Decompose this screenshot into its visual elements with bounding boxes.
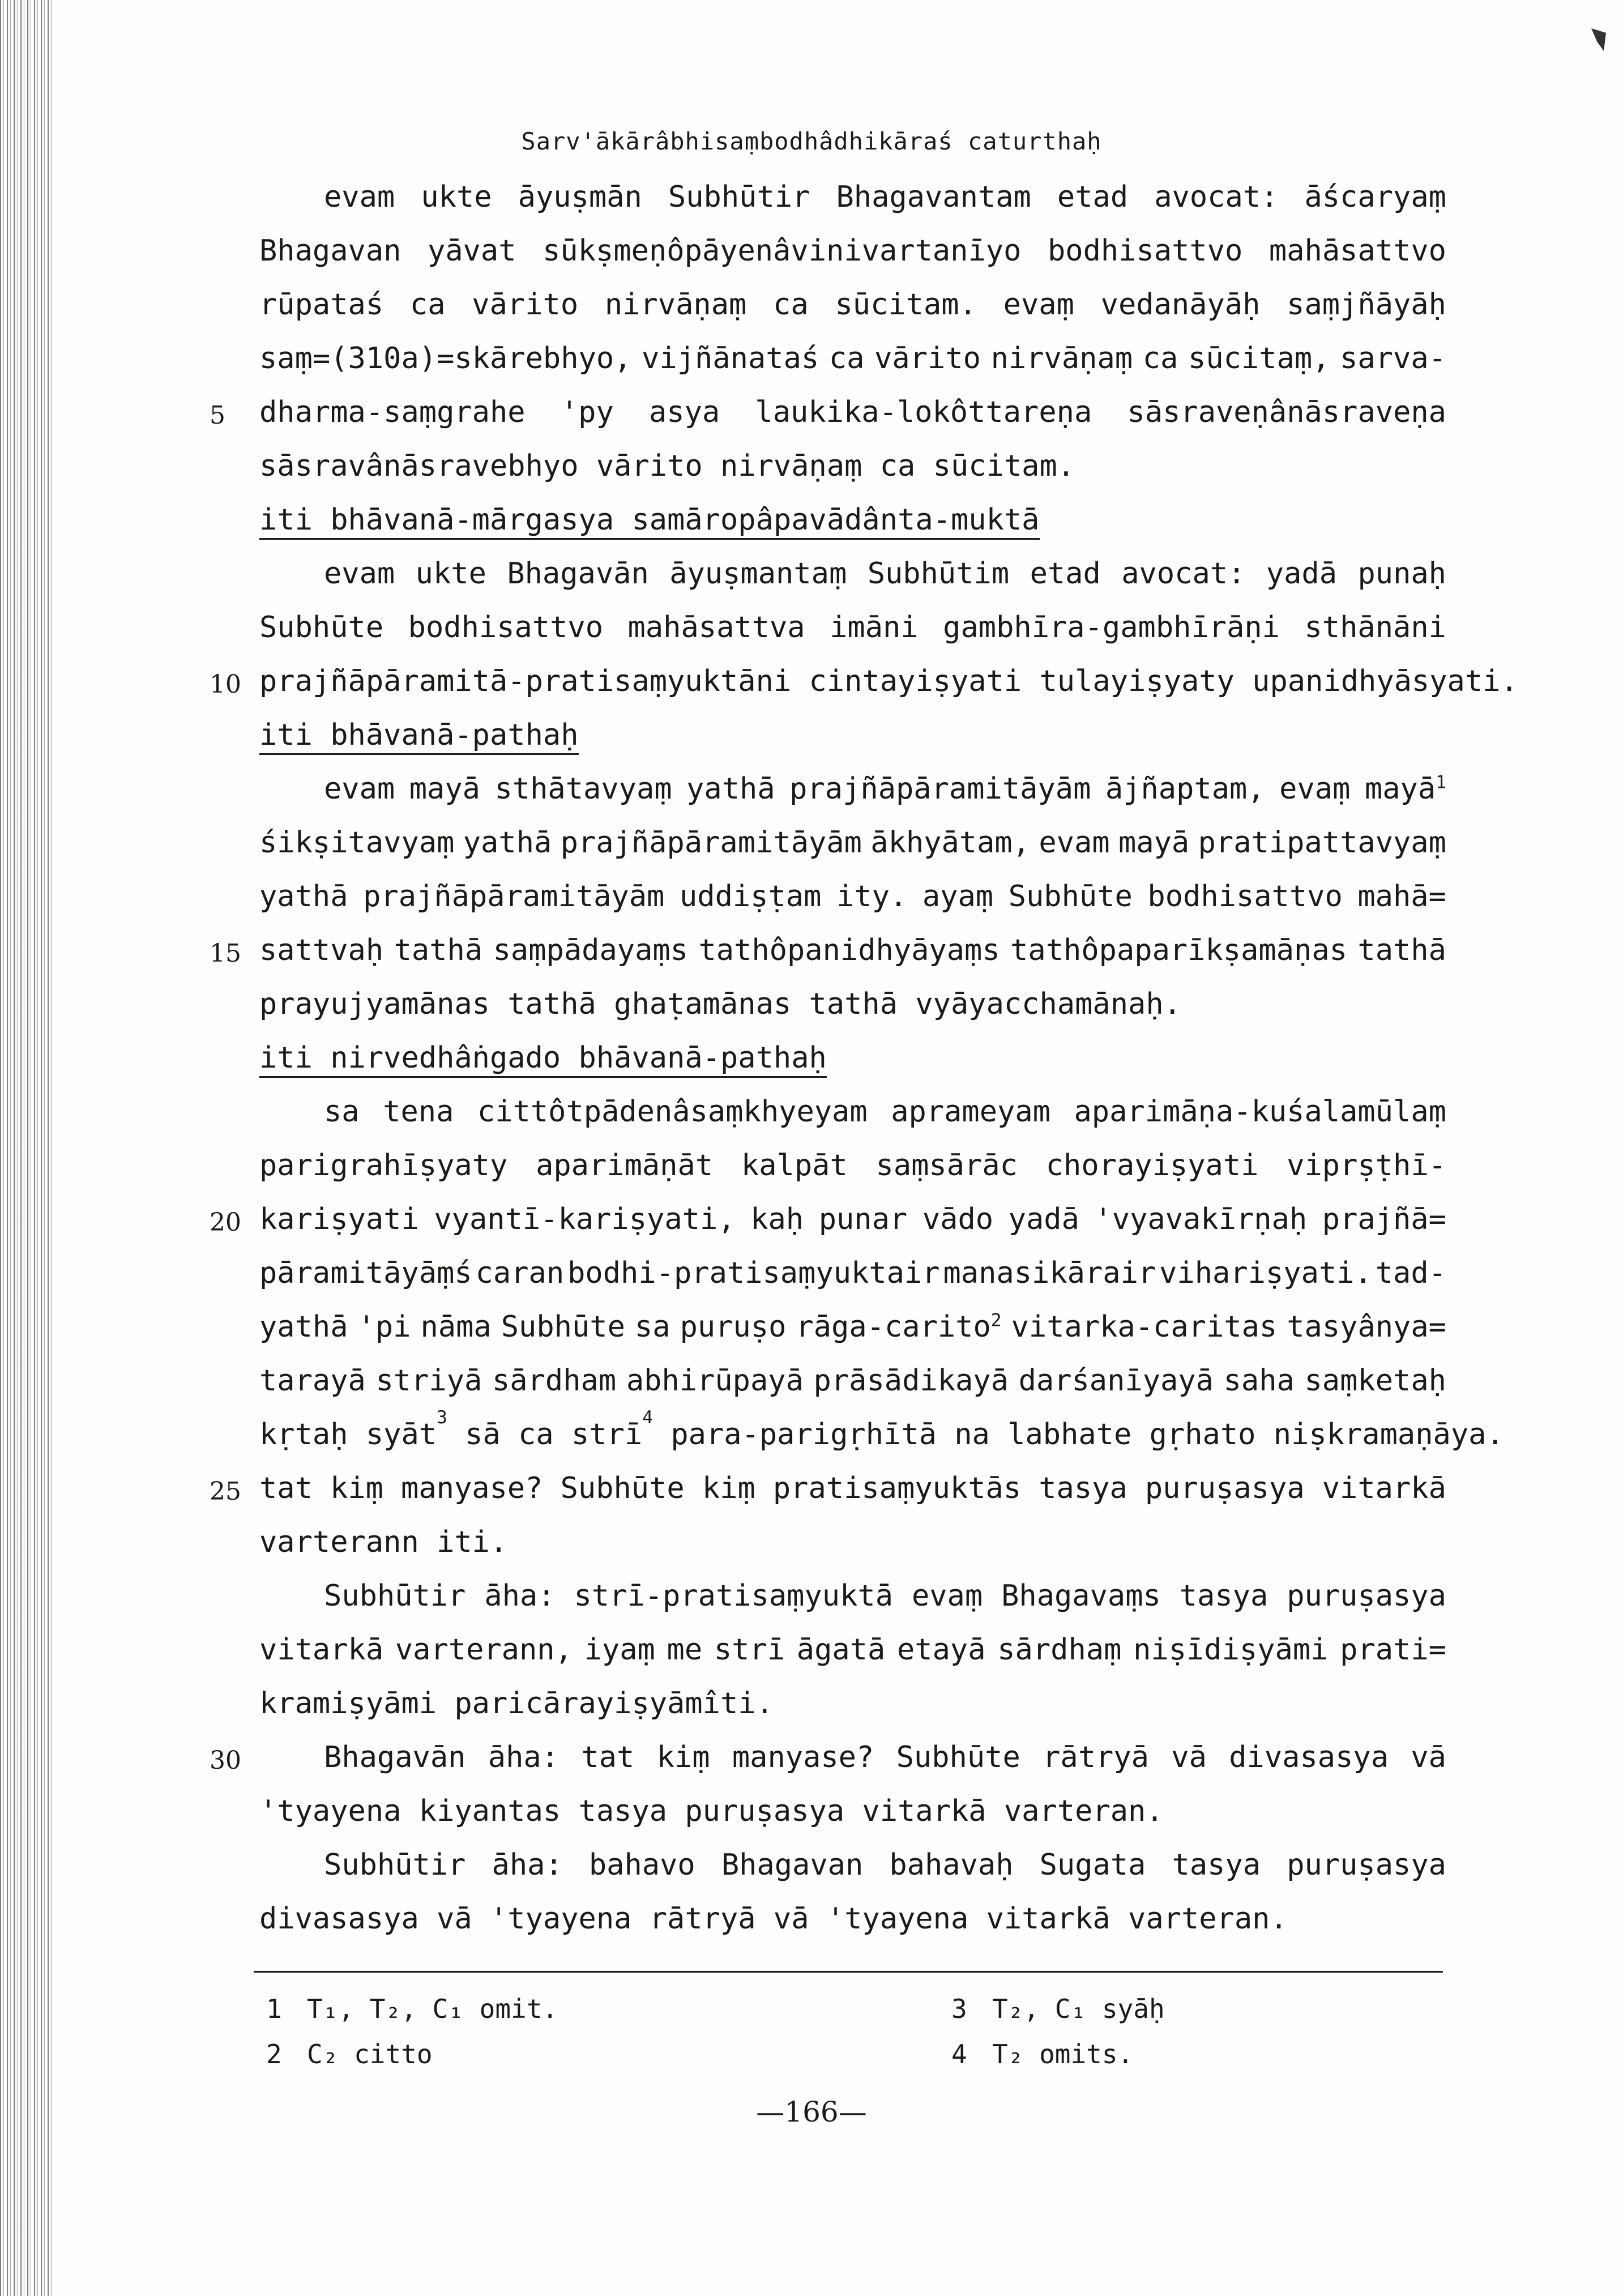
footnote-text: C₂ citto — [307, 2039, 433, 2069]
word: vijñānataś — [642, 342, 819, 375]
word: sthātavyaṃ — [494, 772, 672, 806]
word: Subhūte — [560, 1471, 685, 1505]
word: sāsravânāsravebhyo vārito nirvāṇaṃ ca sūcitam. — [259, 449, 1075, 483]
word: ca — [773, 288, 809, 322]
word: vādo — [922, 1202, 994, 1236]
footnote-text: T₂ omits. — [992, 2039, 1134, 2069]
word: aprameyam — [891, 1095, 1050, 1129]
word: sūkṣmeṇôpāyenâvinivartanīyo — [543, 234, 1022, 268]
word: caran — [475, 1256, 565, 1290]
word: vā — [1171, 1740, 1207, 1774]
word: avocat: — [1154, 180, 1279, 214]
word: tasya — [1039, 1471, 1127, 1505]
text-line-14 — [259, 880, 1446, 914]
word: sārdhaṃ — [997, 1633, 1122, 1667]
word: niṣīdiṣyāmi — [1133, 1633, 1329, 1667]
word: kiṃ — [656, 1740, 710, 1774]
text-line-24 — [259, 1407, 1504, 1452]
word: evam — [324, 557, 395, 591]
line-number-30: 30 — [210, 1746, 241, 1775]
text-line-15 — [259, 933, 1446, 967]
word: āyuṣmān — [518, 180, 642, 214]
footnote-3 — [951, 1994, 1165, 2024]
word: Bhagavan — [259, 234, 402, 268]
word: punar — [818, 1202, 908, 1236]
word: kiṃ — [330, 1471, 383, 1505]
word: vyantī-kariṣyati, — [434, 1202, 736, 1236]
word: rāga-carito$^2$ — [796, 1310, 1002, 1344]
text-line-27 — [324, 1579, 1446, 1613]
word: chorayiṣyati — [1045, 1149, 1259, 1183]
word: vitarka-caritas — [1011, 1310, 1278, 1344]
word: mayā$^1$ — [1364, 772, 1446, 806]
section-heading-2: iti bhāvanā-pathaḥ — [259, 718, 579, 755]
word: prayujyamānas tathā ghaṭamānas tathā vyāyacchamānaḥ. — [259, 987, 1181, 1021]
word: Bhagavān — [507, 557, 649, 591]
running-header: Sarv'ākārâbhisaṃbodhâdhikāraś caturthaḥ — [521, 127, 1102, 155]
word: sūcitaṃ, — [1188, 342, 1330, 375]
line-number-25: 25 — [210, 1477, 241, 1506]
word: mahāsattva — [627, 611, 805, 645]
word: vihariṣyati. — [1159, 1256, 1372, 1290]
word: vitarkā — [259, 1633, 384, 1667]
word: bodhisattvo — [408, 611, 604, 645]
footnote-divider — [254, 1971, 1443, 1973]
word: yathā — [463, 826, 552, 860]
word: strī-pratisaṃyuktā — [574, 1579, 894, 1613]
word: tena — [383, 1095, 454, 1129]
footnote-number: 4 — [951, 2039, 967, 2069]
text-line-3 — [259, 288, 1446, 322]
word: vitarkā — [1322, 1471, 1446, 1505]
word: Subhūtir — [668, 180, 810, 214]
word: etad — [1030, 557, 1101, 591]
word: parigrahīṣyaty — [259, 1149, 508, 1183]
word: tathā — [1357, 933, 1446, 967]
line-number-5: 5 — [210, 401, 225, 430]
section-heading-1: iti bhāvanā-mārgasya samāropâpavādânta-muktā — [259, 503, 1040, 540]
word: 'py — [560, 395, 614, 429]
word: sa — [324, 1095, 360, 1129]
footnote-text: T₁, T₂, C₁ omit. — [307, 1994, 558, 2024]
text-line-31 — [259, 1794, 1446, 1828]
word: sattvaḥ — [259, 933, 384, 967]
word: saṃ=(310a)=skārebhyo, — [259, 342, 632, 375]
word: āyuṣmantaṃ — [669, 557, 847, 591]
text-line-9 — [259, 611, 1446, 645]
word: śikṣitavyaṃ — [259, 826, 455, 860]
word: striyā — [375, 1364, 482, 1398]
text-line-28 — [259, 1633, 1446, 1667]
word: pratisaṃyuktās — [772, 1471, 1022, 1505]
word: saṃpādayaṃs — [493, 933, 688, 967]
word: tathôpanidhyāyaṃs — [698, 933, 1000, 967]
word: evam — [1039, 826, 1110, 860]
word: manyase? — [401, 1471, 543, 1505]
word: tasya — [1172, 1848, 1261, 1882]
word: Subhūte — [1008, 880, 1133, 914]
line-number-15: 15 — [210, 939, 241, 968]
word: tathā — [394, 933, 483, 967]
word: nāma — [420, 1310, 492, 1344]
word: ca — [409, 288, 446, 322]
word: kiṃ — [702, 1471, 755, 1505]
page-number: —166— — [756, 2096, 867, 2128]
footnote-ref-4: 4 — [642, 1407, 654, 1428]
word: punaḥ — [1357, 557, 1446, 591]
word: puruṣasya — [1287, 1579, 1446, 1613]
word: prajñāpāramitāyām — [789, 772, 1091, 806]
word: uddiṣṭam — [679, 880, 822, 914]
word: pāramitāyāṃś — [259, 1256, 472, 1290]
word: kariṣyati — [259, 1202, 419, 1236]
word: manasikārair — [943, 1256, 1156, 1290]
word: etad — [1057, 180, 1129, 214]
footnote-ref-2: 2 — [990, 1310, 1002, 1331]
word: aparimāṇāt — [536, 1149, 714, 1183]
word: tathôpaparīkṣamāṇas — [1010, 933, 1347, 967]
text-line-4 — [259, 342, 1446, 375]
word: ca — [828, 342, 865, 375]
word: asya — [648, 395, 720, 429]
word: saha — [1223, 1364, 1295, 1398]
word: tarayā — [259, 1364, 366, 1398]
text-line-16 — [259, 987, 1446, 1021]
footnote-text: T₂, C₁ syāḥ — [992, 1994, 1165, 2024]
word: pratipattavyaṃ — [1198, 826, 1446, 860]
word: kalpāt — [741, 1149, 848, 1183]
text-line-12 — [324, 772, 1446, 806]
word: ayaṃ — [922, 880, 994, 914]
word: puruṣo — [680, 1310, 787, 1344]
footnote-number: 1 — [266, 1994, 282, 2024]
word: vedanāyāḥ — [1100, 288, 1261, 322]
word: saṃketaḥ — [1304, 1364, 1446, 1398]
word: Bhagavan — [721, 1848, 864, 1882]
word: 'vyavakīrṇaḥ — [1094, 1202, 1308, 1236]
word: iyaṃ — [584, 1633, 655, 1667]
word: yāvat — [428, 234, 516, 268]
word: yadā — [1008, 1202, 1079, 1236]
word: evam — [324, 180, 395, 214]
word: prati= — [1340, 1633, 1446, 1667]
word: vā — [1411, 1740, 1446, 1774]
word: cittôtpādenâsaṃkhyeyam — [477, 1095, 868, 1129]
word: mayā — [1118, 826, 1190, 860]
word: imāni — [830, 611, 919, 645]
scan-corner-mark — [1591, 28, 1606, 51]
word: saṃsārāc — [875, 1149, 1018, 1183]
text-line-32 — [324, 1848, 1446, 1882]
word: yathā — [259, 880, 348, 914]
word: Subhūte — [259, 611, 384, 645]
text-line-13 — [259, 826, 1446, 860]
text-line-6 — [259, 449, 1446, 483]
word: ukte — [415, 557, 486, 591]
word: gambhīra-gambhīrāṇi — [943, 611, 1280, 645]
word: ca — [1142, 342, 1178, 375]
text-line-20 — [259, 1202, 1446, 1236]
text-line-1 — [324, 180, 1446, 214]
word: kramiṣyāmi paricārayiṣyāmîti. — [259, 1687, 774, 1721]
word: puruṣasya — [1144, 1471, 1305, 1505]
text-line-21 — [259, 1256, 1446, 1290]
text-line-22 — [259, 1310, 1446, 1344]
word: bahavaḥ — [889, 1848, 1014, 1882]
word: Subhūtir — [324, 1848, 466, 1882]
word: mayā — [409, 772, 480, 806]
word: kaḥ — [750, 1202, 804, 1236]
footnote-number: 2 — [266, 2039, 282, 2069]
word: āha: — [484, 1579, 556, 1613]
word: sarva- — [1340, 342, 1446, 375]
word: varterann, — [395, 1633, 573, 1667]
word: prajñāpāramitāyām — [560, 826, 862, 860]
word: vārito — [874, 342, 981, 375]
word: āgatā — [796, 1633, 886, 1667]
word: prāsādikayā — [813, 1364, 1009, 1398]
word: prajñāpāramitā-pratisaṃyuktāni cintayiṣyati tulayiṣyaty upanidhyāsyati. — [259, 664, 1518, 698]
word: bodhisattvo — [1147, 880, 1343, 914]
word: Sugata — [1039, 1848, 1146, 1882]
text-line-5 — [259, 395, 1446, 429]
word: puruṣasya — [1287, 1848, 1446, 1882]
word: me — [667, 1633, 703, 1667]
word: evaṃ — [1003, 288, 1074, 322]
section-heading-3: iti nirvedhâṅgado bhāvanā-pathaḥ — [259, 1041, 827, 1078]
footnote-ref-1: 1 — [1436, 772, 1446, 793]
word: nirvāṇaṃ — [990, 342, 1133, 375]
word: bodhisattvo — [1047, 234, 1243, 268]
word: saṃjñāyāḥ — [1287, 288, 1446, 322]
word: ākhyātam, — [870, 826, 1031, 860]
word: evaṃ — [1279, 772, 1351, 806]
word: sāsraveṇânāsraveṇa — [1127, 395, 1446, 429]
word: 'pi — [357, 1310, 411, 1344]
word: ity. — [836, 880, 908, 914]
word: laukika-lokôttareṇa — [755, 395, 1092, 429]
word: etayā — [897, 1633, 986, 1667]
footnote-number: 3 — [951, 1994, 967, 2024]
footnote-2 — [266, 2039, 433, 2069]
word: viprṣṭhī- — [1287, 1149, 1446, 1183]
word: yathā — [686, 772, 775, 806]
word: bahavo — [588, 1848, 695, 1882]
word: varterann iti. — [259, 1525, 508, 1559]
word: Bhagavantam — [836, 180, 1031, 214]
line-number-10: 10 — [210, 670, 241, 699]
word: Subhūte — [896, 1740, 1020, 1774]
word: dharma-saṃgrahe — [259, 395, 526, 429]
word: manyase? — [732, 1740, 874, 1774]
word: Subhūtir — [324, 1579, 466, 1613]
word: Bhagavān — [324, 1740, 466, 1774]
word: mahāsattvo — [1268, 234, 1446, 268]
word: mahā= — [1357, 880, 1446, 914]
word: nirvāṇaṃ — [604, 288, 747, 322]
word: yathā — [259, 1310, 348, 1344]
word: Subhūtim — [867, 557, 1010, 591]
scan-binding-edge — [0, 0, 52, 2296]
word: bodhi-pratisaṃyuktair — [567, 1256, 940, 1290]
footnote-1 — [266, 1994, 558, 2024]
word: prajñāpāramitāyām — [363, 880, 665, 914]
word: darśanīyayā — [1018, 1364, 1214, 1398]
word: Bhagavaṃs — [1001, 1579, 1161, 1613]
text-line-10 — [259, 664, 1518, 698]
word: sa — [634, 1310, 670, 1344]
footnote-4 — [951, 2039, 1133, 2069]
word: sārdham — [492, 1364, 617, 1398]
word: tasyânya= — [1287, 1310, 1446, 1344]
text-line-23 — [259, 1364, 1446, 1398]
text-line-25 — [259, 1471, 1446, 1505]
word: tat — [581, 1740, 635, 1774]
text-segment: sā ca strī — [465, 1418, 643, 1452]
word: prajñā= — [1322, 1202, 1446, 1236]
text-line-30 — [324, 1740, 1446, 1774]
word: 'tyayena kiyantas tasya puruṣasya vitarkā varteran. — [259, 1794, 1164, 1828]
word: āścaryaṃ — [1304, 180, 1446, 214]
word: aparimāṇa-kuśalamūlaṃ — [1074, 1095, 1446, 1129]
text-line-2 — [259, 234, 1446, 268]
word: Subhūte — [501, 1310, 625, 1344]
word: divasasya vā 'tyayena rātryā vā 'tyayena vitarkā varteran. — [259, 1902, 1288, 1936]
word: tat — [259, 1471, 313, 1505]
text-line-8 — [324, 557, 1446, 591]
word: avocat: — [1121, 557, 1246, 591]
text-segment: para-parigṛhītā na labhate gṛhato niṣkramaṇāya. — [670, 1418, 1504, 1452]
line-number-20: 20 — [210, 1208, 241, 1237]
word: āha: — [492, 1848, 563, 1882]
text-line-18 — [324, 1095, 1446, 1129]
text-line-19 — [259, 1149, 1446, 1183]
word: divasasya — [1229, 1740, 1389, 1774]
word: ājñaptam, — [1105, 772, 1265, 806]
word: sūcitam. — [835, 288, 977, 322]
text-line-29 — [259, 1687, 1446, 1721]
text-line-26 — [259, 1525, 1446, 1559]
word: rūpataś — [259, 288, 384, 322]
word: strī — [714, 1633, 785, 1667]
word: evam — [324, 772, 395, 806]
text-segment: kṛtaḥ syāt — [259, 1418, 437, 1452]
word: vārito — [472, 288, 579, 322]
word: yadā — [1266, 557, 1338, 591]
word: rātryā — [1043, 1740, 1149, 1774]
word: tad- — [1375, 1256, 1446, 1290]
word: āha: — [488, 1740, 559, 1774]
footnote-ref-3: 3 — [437, 1407, 447, 1428]
word: tasya — [1179, 1579, 1268, 1613]
word: sthānāni — [1304, 611, 1446, 645]
word: abhirūpayā — [626, 1364, 804, 1398]
word: ukte — [421, 180, 492, 214]
text-line-33 — [259, 1902, 1446, 1936]
word: evaṃ — [911, 1579, 983, 1613]
